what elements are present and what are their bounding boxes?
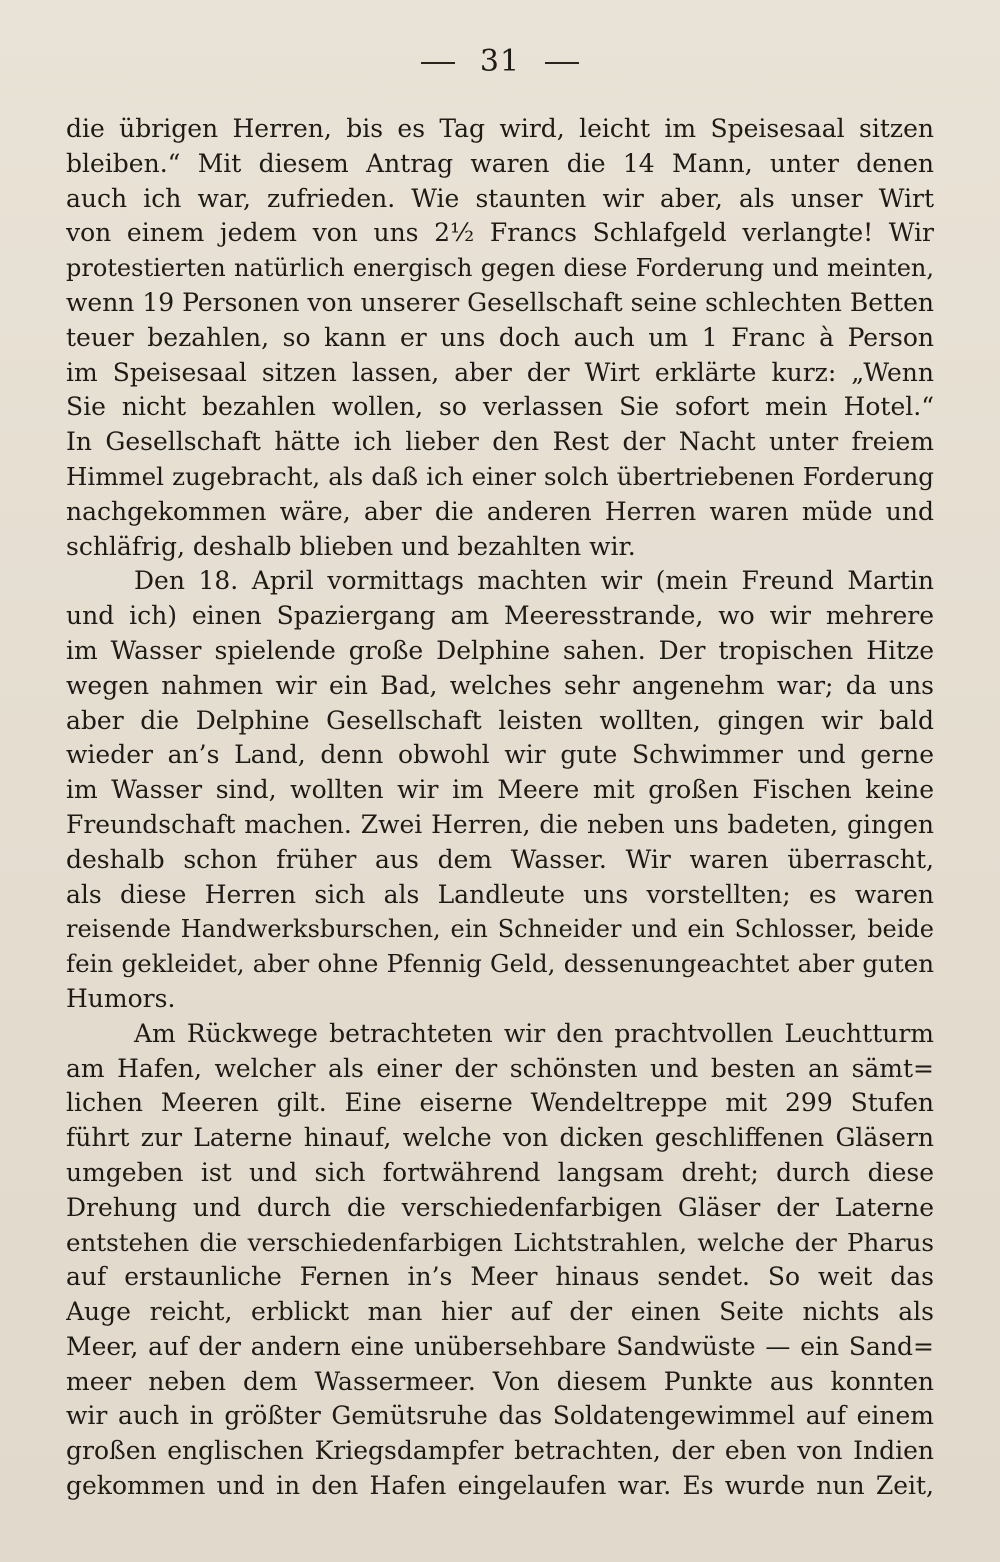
text-line: wir auch in größter Gemütsruhe das Soldatengewimmel auf einem xyxy=(66,1401,934,1431)
text-line: als diese Herren sich als Landleute uns vorstellten; es waren xyxy=(66,879,934,909)
text-line: umgeben ist und sich fortwährend langsam dreht; durch diese xyxy=(66,1157,934,1187)
text-line: meer neben dem Wassermeer. Von diesem Punkte aus konnten xyxy=(66,1366,934,1396)
text-line: In Gesellschaft hätte ich lieber den Rest der Nacht unter freiem xyxy=(66,427,934,457)
text-line: entstehen die verschiedenfarbigen Lichtstrahlen, welche der Pharus xyxy=(66,1227,934,1257)
text-line: Himmel zugebracht, als daß ich einer solch übertriebenen Forderung xyxy=(66,461,934,491)
text-line: wenn 19 Personen von unserer Gesellschaft seine schlechten Betten xyxy=(66,287,934,317)
text-line: wieder an’s Land, denn obwohl wir gute Schwimmer und gerne xyxy=(66,740,934,770)
text-line: lichen Meeren gilt. Eine eiserne Wendeltreppe mit 299 Stufen xyxy=(66,1088,934,1118)
body-text xyxy=(66,112,934,1504)
text-line: Auge reicht, erblickt man hier auf der einen Seite nichts als xyxy=(66,1297,934,1327)
text-line: wegen nahmen wir ein Bad, welches sehr angenehm war; da uns xyxy=(66,670,934,700)
text-line: führt zur Laterne hinauf, welche von dicken geschliffenen Gläsern xyxy=(66,1123,934,1153)
text-line: reisende Handwerksburschen, ein Schneider und ein Schlosser, beide xyxy=(66,915,934,944)
text-line: im Wasser spielende große Delphine sahen. Der tropischen Hitze xyxy=(66,635,934,665)
text-line: nachgekommen wäre, aber die anderen Herren waren müde und xyxy=(66,496,934,526)
text-line: Freundschaft machen. Zwei Herren, die neben uns badeten, gingen xyxy=(66,809,934,839)
text-line: im Wasser sind, wollten wir im Meere mit großen Fischen keine xyxy=(66,775,934,805)
text-line: Am Rückwege betrachteten wir den prachtvollen Leuchtturm xyxy=(134,1018,934,1048)
text-line: großen englischen Kriegsdampfer betrachten, der eben von Indien xyxy=(66,1436,934,1466)
left-dash xyxy=(421,62,455,64)
text-line: teuer bezahlen, so kann er uns doch auch um 1 Franc à Person xyxy=(66,322,934,352)
text-line: deshalb schon früher aus dem Wasser. Wir waren überrascht, xyxy=(66,844,934,874)
text-line: Sie nicht bezahlen wollen, so verlassen Sie sofort mein Hotel.“ xyxy=(66,392,934,422)
text-line: fein gekleidet, aber ohne Pfennig Geld, dessenungeachtet aber guten xyxy=(66,949,934,979)
text-line: am Hafen, welcher als einer der schönsten und besten an sämt= xyxy=(66,1053,934,1083)
text-line: im Speisesaal sitzen lassen, aber der Wirt erklärte kurz: „Wenn xyxy=(66,357,934,387)
text-line: Meer, auf der andern eine unübersehbare Sandwüste — ein Sand= xyxy=(66,1331,934,1361)
text-line: protestierten natürlich energisch gegen diese Forderung und meinten, xyxy=(66,254,934,283)
page-number-header xyxy=(0,44,1000,79)
right-dash xyxy=(545,62,579,64)
text-line: gekommen und in den Hafen eingelaufen war. Es wurde nun Zeit, xyxy=(66,1471,934,1501)
text-line: Drehung und durch die verschiedenfarbigen Gläser der Laterne xyxy=(66,1192,934,1222)
text-line: aber die Delphine Gesellschaft leisten wollten, gingen wir bald xyxy=(66,705,934,735)
page-number: 31 xyxy=(479,44,521,79)
text-line: Humors. xyxy=(66,983,176,1013)
text-line: auch ich war, zufrieden. Wie staunten wir aber, als unser Wirt xyxy=(66,183,934,213)
text-line: bleiben.“ Mit diesem Antrag waren die 14 Mann, unter denen xyxy=(66,148,934,178)
text-line: auf erstaunliche Fernen in’s Meer hinaus sendet. So weit das xyxy=(66,1262,934,1292)
text-line: die übrigen Herren, bis es Tag wird, leicht im Speisesaal sitzen xyxy=(66,114,934,143)
text-line: und ich) einen Spaziergang am Meeresstrande, wo wir mehrere xyxy=(66,601,934,631)
text-line: von einem jedem von uns 2½ Francs Schlafgeld verlangte! Wir xyxy=(66,218,934,248)
text-line: schläfrig, deshalb blieben und bezahlten wir. xyxy=(66,531,636,561)
text-line: Den 18. April vormittags machten wir (mein Freund Martin xyxy=(134,566,934,596)
